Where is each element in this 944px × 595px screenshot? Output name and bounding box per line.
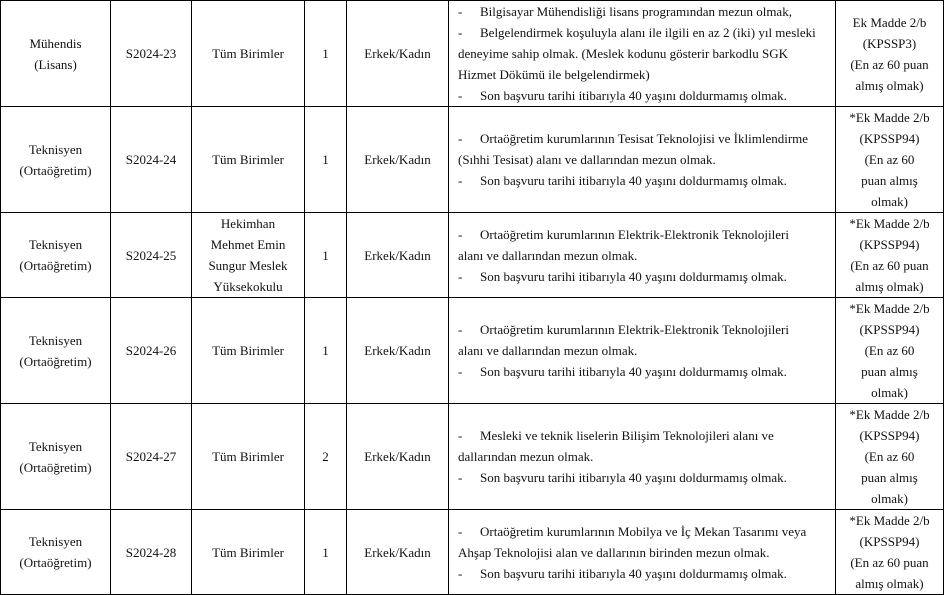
position-title: (Ortaöğretim) [19, 555, 92, 570]
requirement-text: Mesleki ve teknik liselerin Bilişim Teknolojileri alanı ve [480, 428, 774, 443]
quota-text: almış olmak) [855, 77, 924, 93]
unit-cell [192, 510, 305, 595]
position-count: 1 [305, 1, 347, 107]
quota-text: almış olmak) [855, 279, 924, 294]
gender-cell: Erkek/Kadın [347, 298, 449, 404]
position-code: S2024-24 [111, 107, 192, 213]
bullet-dash: - [458, 226, 463, 242]
quota-text: (KPSSP94) [859, 534, 920, 549]
bullet-dash: - [458, 131, 463, 146]
unit-name: Tüm Birimler [212, 449, 284, 464]
requirement-line [458, 170, 829, 191]
quota-text: *Ek Madde 2/b [849, 301, 930, 316]
position-title: Teknisyen [28, 332, 83, 348]
bullet-dash: - [458, 322, 463, 337]
position-title: (Ortaöğretim) [19, 162, 92, 178]
quota-cell [836, 404, 944, 510]
position-cell [1, 213, 111, 298]
position-title: Teknisyen [28, 141, 83, 157]
requirements-cell [449, 107, 836, 213]
requirement-text: Son başvuru tarihi itibarıyla 40 yaşını doldurmamış olmak. [480, 470, 787, 485]
position-count: 1 [305, 107, 347, 213]
position-title: Teknisyen [28, 237, 83, 252]
position-count: 2 [305, 404, 347, 510]
requirement-line [458, 361, 829, 382]
position-code: S2024-23 [111, 1, 192, 107]
requirement-line [458, 266, 829, 287]
table-row [1, 107, 944, 213]
requirement-text: Hizmet Dökümü ile belgelendirmek) [458, 67, 650, 82]
requirement-line [458, 1, 829, 22]
position-code: S2024-27 [111, 404, 192, 510]
requirement-line [458, 467, 829, 488]
quota-cell [836, 107, 944, 213]
quota-text: puan almış [861, 470, 918, 485]
unit-name: Tüm Birimler [212, 343, 284, 358]
quota-text: puan almış [861, 364, 918, 379]
bullet-dash: - [458, 88, 463, 103]
requirement-line [458, 85, 829, 106]
unit-cell [192, 213, 305, 298]
position-title: Teknisyen [28, 438, 83, 454]
position-count: 1 [305, 298, 347, 404]
table-row [1, 1, 944, 107]
quota-text: (En az 60 [864, 343, 915, 358]
requirement-line [458, 340, 829, 361]
unit-name: Yüksekokulu [213, 279, 283, 294]
requirement-text: alanı ve dallarından mezun olmak. [458, 247, 638, 263]
quota-cell [836, 1, 944, 107]
quota-text: olmak) [871, 491, 908, 506]
bullet-dash: - [458, 268, 463, 284]
requirement-text: Ortaöğretim kurumlarının Tesisat Teknolojisi ve İklimlendirme [480, 131, 809, 146]
requirement-text: dallarından mezun olmak. [458, 449, 594, 464]
position-title: (Ortaöğretim) [19, 353, 92, 369]
quota-text: *Ek Madde 2/b [849, 110, 930, 125]
table-row [1, 404, 944, 510]
gender-cell: Erkek/Kadın [347, 213, 449, 298]
gender-cell: Erkek/Kadın [347, 1, 449, 107]
table-body [1, 1, 944, 595]
position-title: (Ortaöğretim) [19, 459, 92, 475]
position-title: Mühendis [29, 35, 82, 51]
unit-name: Hekimhan [220, 216, 276, 231]
position-cell [1, 1, 111, 107]
requirement-line [458, 22, 829, 43]
requirements-cell [449, 298, 836, 404]
requirements-cell [449, 213, 836, 298]
requirement-line [458, 43, 829, 64]
quota-text: *Ek Madde 2/b [849, 407, 930, 422]
requirement-text: Belgelendirmek koşuluyla alanı ile ilgili en az 2 (iki) yıl mesleki [480, 25, 816, 40]
gender-cell: Erkek/Kadın [347, 510, 449, 595]
requirement-line [458, 245, 829, 266]
bullet-dash: - [458, 428, 463, 443]
quota-text: *Ek Madde 2/b [849, 513, 930, 528]
position-cell [1, 298, 111, 404]
requirement-line [458, 563, 829, 584]
position-title: (Ortaöğretim) [19, 258, 92, 273]
bullet-dash: - [458, 364, 463, 379]
quota-text: (KPSSP94) [859, 131, 920, 146]
quota-text: (En az 60 [864, 152, 915, 167]
quota-text: (En az 60 [864, 449, 915, 464]
requirement-text: Son başvuru tarihi itibarıyla 40 yaşını doldurmamış olmak. [480, 268, 787, 284]
requirement-text: deneyime sahip olmak. (Meslek kodunu gösterir barkodlu SGK [458, 46, 788, 61]
requirement-text: Son başvuru tarihi itibarıyla 40 yaşını doldurmamış olmak. [480, 88, 787, 103]
unit-name: Tüm Birimler [212, 544, 284, 560]
quota-text: *Ek Madde 2/b [849, 216, 930, 231]
quota-text: (En az 60 puan [850, 555, 929, 570]
bullet-dash: - [458, 470, 463, 485]
unit-name: Mehmet Emin [210, 237, 286, 252]
requirements-cell [449, 510, 836, 595]
position-title: (Lisans) [34, 56, 77, 72]
bullet-dash: - [458, 173, 463, 188]
bullet-dash: - [458, 4, 463, 19]
requirement-line [458, 128, 829, 149]
quota-text: olmak) [871, 194, 908, 209]
unit-cell [192, 107, 305, 213]
requirement-line [458, 521, 829, 542]
quota-cell [836, 213, 944, 298]
gender-cell: Erkek/Kadın [347, 404, 449, 510]
unit-cell [192, 404, 305, 510]
requirements-cell [449, 1, 836, 107]
requirement-text: Son başvuru tarihi itibarıyla 40 yaşını doldurmamış olmak. [480, 173, 787, 188]
unit-name: Tüm Birimler [212, 152, 284, 167]
position-count: 1 [305, 510, 347, 595]
requirement-text: Ortaöğretim kurumlarının Mobilya ve İç Mekan Tasarımı veya [480, 523, 807, 539]
quota-text: olmak) [871, 385, 908, 400]
quota-text: (KPSSP94) [859, 237, 920, 252]
position-cell [1, 510, 111, 595]
table-row [1, 510, 944, 595]
quota-text: Ek Madde 2/b [852, 14, 927, 30]
requirement-line [458, 149, 829, 170]
requirement-line [458, 446, 829, 467]
bullet-dash: - [458, 523, 463, 539]
table-row [1, 213, 944, 298]
quota-text: (En az 60 puan [850, 258, 929, 273]
requirement-text: Son başvuru tarihi itibarıyla 40 yaşını doldurmamış olmak. [480, 364, 787, 379]
quota-cell [836, 510, 944, 595]
unit-cell [192, 298, 305, 404]
position-cell [1, 107, 111, 213]
requirement-line [458, 224, 829, 245]
quota-text: (KPSSP94) [859, 322, 920, 337]
bullet-dash: - [458, 565, 463, 581]
unit-name: Sungur Meslek [208, 258, 288, 273]
quota-text: (En az 60 puan [850, 56, 929, 72]
requirement-line [458, 319, 829, 340]
quota-text: almış olmak) [855, 576, 924, 591]
requirements-cell [449, 404, 836, 510]
quota-text: (KPSSP3) [862, 35, 917, 51]
requirement-text: Bilgisayar Mühendisliği lisans programından mezun olmak, [480, 4, 792, 19]
requirement-text: Son başvuru tarihi itibarıyla 40 yaşını doldurmamış olmak. [480, 565, 787, 581]
gender-cell: Erkek/Kadın [347, 107, 449, 213]
position-cell [1, 404, 111, 510]
quota-cell [836, 298, 944, 404]
requirement-line [458, 542, 829, 563]
position-count: 1 [305, 213, 347, 298]
quota-text: puan almış [861, 173, 918, 188]
quota-text: (KPSSP94) [859, 428, 920, 443]
table-row [1, 298, 944, 404]
requirement-text: Ahşap Teknolojisi alan ve dallarının birinden mezun olmak. [458, 544, 770, 560]
position-code: S2024-26 [111, 298, 192, 404]
position-title: Teknisyen [28, 534, 83, 549]
requirement-text: Ortaöğretim kurumlarının Elektrik-Elektronik Teknolojileri [480, 226, 789, 242]
requirement-line [458, 64, 829, 85]
requirement-line [458, 425, 829, 446]
position-code: S2024-28 [111, 510, 192, 595]
bullet-dash: - [458, 25, 463, 40]
requirement-text: Ortaöğretim kurumlarının Elektrik-Elektronik Teknolojileri [480, 322, 789, 337]
position-code: S2024-25 [111, 213, 192, 298]
unit-name: Tüm Birimler [212, 46, 284, 61]
unit-cell [192, 1, 305, 107]
requirement-text: alanı ve dallarından mezun olmak. [458, 343, 638, 358]
requirement-text: (Sıhhi Tesisat) alanı ve dallarından mezun olmak. [458, 152, 716, 167]
